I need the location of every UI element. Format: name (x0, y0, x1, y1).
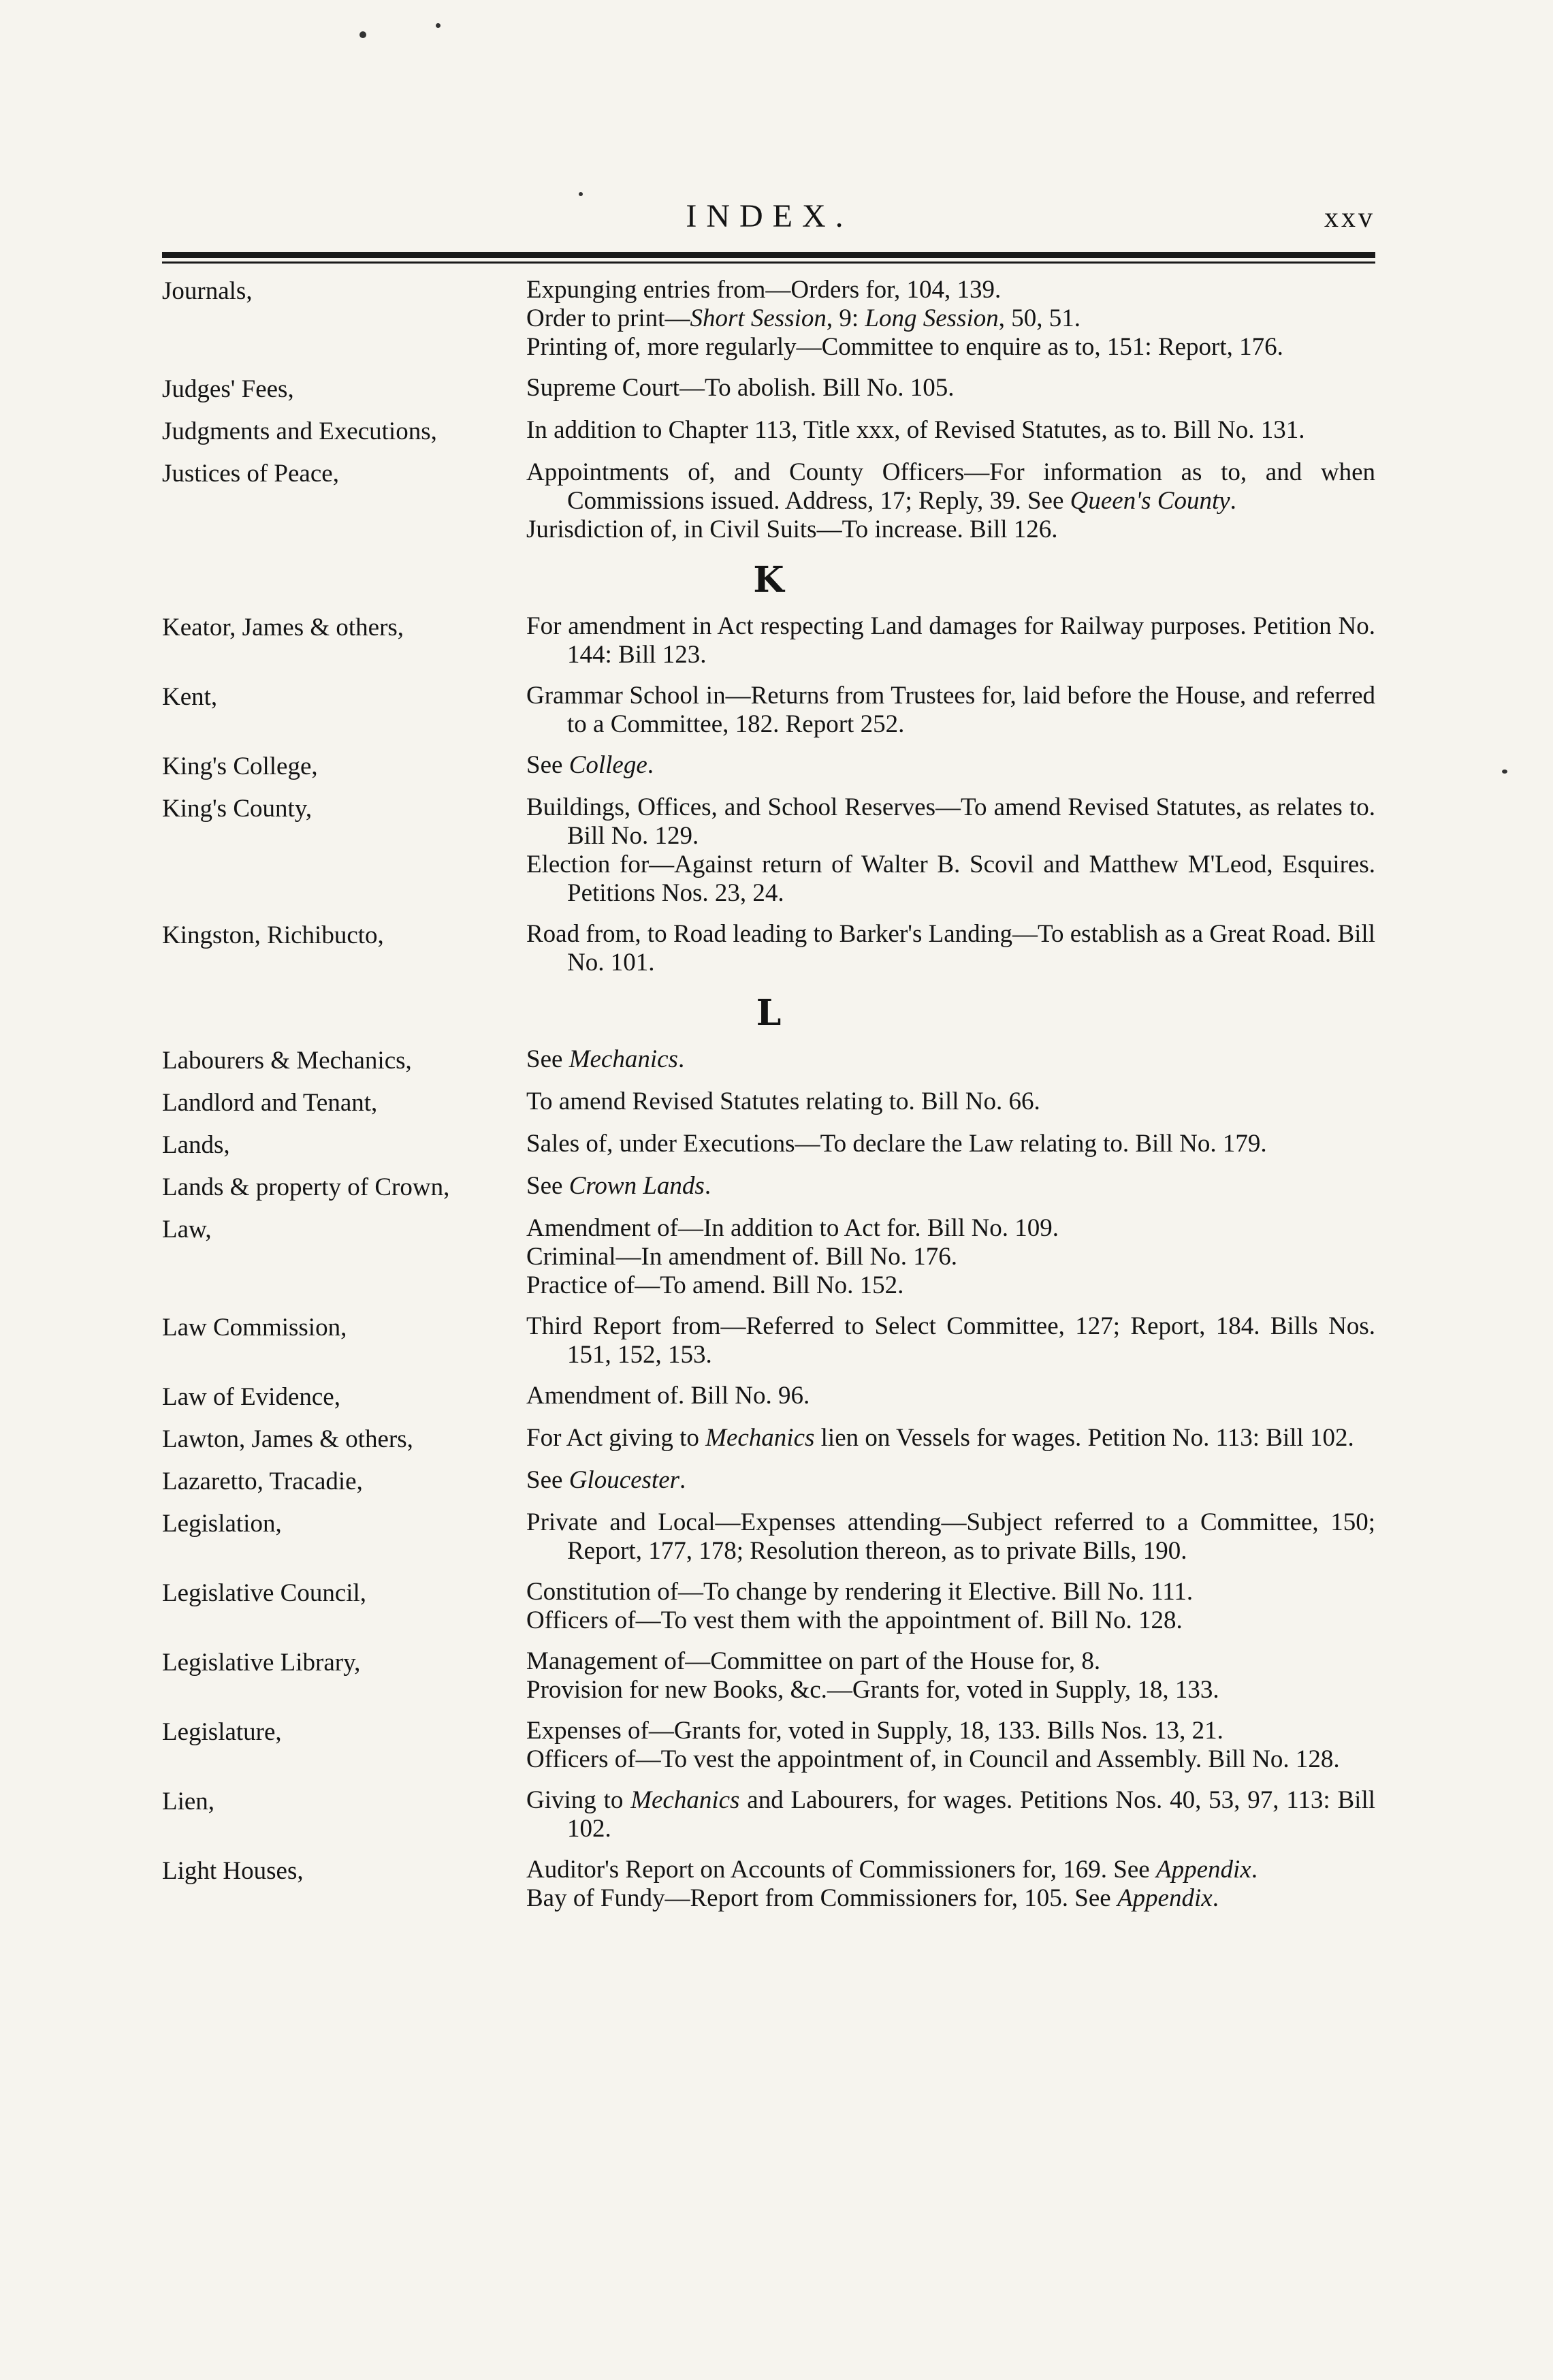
index-entry (162, 1088, 1375, 1117)
entry-term: Judges' Fees, (162, 375, 294, 403)
entry-term: Journals, (162, 277, 253, 305)
entry-reference-line: Private and Local—Expenses attending—Subject referred to a Committee, 150; Report, 177, 178; Resolution thereon, as to private Bills, 190. (526, 1508, 1375, 1565)
index-entry (162, 374, 1375, 404)
entry-references (526, 1647, 1375, 1704)
entry-reference-line: Criminal—In amendment of. Bill No. 176. (526, 1243, 958, 1271)
entry-reference-line: Sales of, under Executions—To declare the Law relating to. Bill No. 179. (526, 1130, 1267, 1158)
index-entry (162, 1856, 1375, 1913)
entry-references (526, 1508, 1375, 1566)
entry-term: Landlord and Tenant, (162, 1089, 378, 1117)
entry-references (526, 416, 1375, 446)
entry-term: Justices of Peace, (162, 460, 339, 488)
entry-reference-line: For amendment in Act respecting Land damages for Railway purposes. Petition No. 144: Bill 123. (526, 612, 1375, 669)
entry-reference-line: Election for—Against return of Walter B. Scovil and Matthew M'Leod, Esquires. Petitions Nos. 23, 24. (526, 851, 1375, 907)
entry-reference-line: Management of—Committee on part of the House for, 8. (526, 1647, 1101, 1675)
index-entry (162, 793, 1375, 908)
entry-references (526, 682, 1375, 739)
entry-reference-line: Supreme Court—To abolish. Bill No. 105. (526, 374, 955, 402)
entry-references (526, 1214, 1375, 1300)
entry-references (526, 1856, 1375, 1913)
entry-term: Legislature, (162, 1718, 282, 1746)
entry-term: Judgments and Executions, (162, 417, 437, 445)
entry-reference-line: Auditor's Report on Accounts of Commissioners for, 169. See Appendix. (526, 1856, 1258, 1884)
index-entry (162, 458, 1375, 544)
entry-reference-line: See Crown Lands. (526, 1172, 711, 1200)
entry-reference-line: Practice of—To amend. Bill No. 152. (526, 1271, 904, 1299)
entry-reference-line: For Act giving to Mechanics lien on Vessels for wages. Petition No. 113: Bill 102. (526, 1424, 1354, 1452)
index-entry (162, 416, 1375, 446)
scan-speck (1502, 769, 1507, 774)
page-title: INDEX. (686, 198, 853, 234)
entry-references (526, 1382, 1375, 1412)
entry-term: Lien, (162, 1788, 215, 1815)
entry-reference-line: Printing of, more regularly—Committee to enquire as to, 151: Report, 176. (526, 333, 1283, 361)
entry-references (526, 1172, 1375, 1202)
entry-references (526, 374, 1375, 404)
entry-reference-line: Provision for new Books, &c.—Grants for, voted in Supply, 18, 133. (526, 1676, 1219, 1704)
entry-term: Lands, (162, 1131, 230, 1159)
index-entry (162, 1424, 1375, 1454)
entry-reference-line: Buildings, Offices, and School Reserves—To amend Revised Statutes, as relates to. Bill No. 129. (526, 793, 1375, 850)
entry-references (526, 1578, 1375, 1635)
index-entry (162, 1382, 1375, 1412)
index-entry (162, 1508, 1375, 1566)
entry-term: Lazaretto, Tracadie, (162, 1467, 363, 1495)
entry-reference-line: See Mechanics. (526, 1045, 685, 1073)
entry-term: Legislative Library, (162, 1649, 361, 1677)
entry-references (526, 1130, 1375, 1160)
index-entry (162, 751, 1375, 781)
index-entry (162, 1214, 1375, 1300)
entry-references (526, 1717, 1375, 1774)
index-entry (162, 1172, 1375, 1202)
entry-reference-line: Officers of—To vest them with the appointment of. Bill No. 128. (526, 1606, 1183, 1634)
entry-references (526, 1466, 1375, 1496)
entry-term: Legislation, (162, 1510, 282, 1538)
index-entry (162, 1130, 1375, 1160)
entry-references (526, 793, 1375, 908)
index-entry (162, 1786, 1375, 1843)
entry-term: King's County, (162, 795, 313, 823)
header-rule-thick (162, 252, 1375, 258)
index-entry (162, 1312, 1375, 1369)
section-letter-l: L (756, 992, 782, 1034)
scan-speck (359, 31, 366, 38)
entry-term: Law Commission, (162, 1314, 347, 1342)
entry-reference-line: Constitution of—To change by rendering it Elective. Bill No. 111. (526, 1578, 1194, 1606)
entry-term: Lawton, James & others, (162, 1425, 413, 1453)
entry-reference-line: Expenses of—Grants for, voted in Supply, 18, 133. Bills Nos. 13, 21. (526, 1717, 1223, 1745)
header-rule-thin (162, 261, 1375, 264)
entry-references (526, 1045, 1375, 1075)
index-entry (162, 612, 1375, 669)
index-entry (162, 1578, 1375, 1635)
entry-references (526, 751, 1375, 781)
entry-references (526, 1424, 1375, 1454)
entry-reference-line: Road from, to Road leading to Barker's Landing—To establish as a Great Road. Bill No. 101. (526, 920, 1375, 977)
entry-reference-line: Grammar School in—Returns from Trustees for, laid before the House, and referred to a Committee, 182. Report 252. (526, 682, 1375, 738)
entry-term: Kingston, Richibucto, (162, 921, 384, 949)
index-entries (162, 276, 1375, 1925)
entry-references (526, 1786, 1375, 1843)
entry-term: Law of Evidence, (162, 1383, 340, 1411)
index-entry (162, 1647, 1375, 1704)
page-number: xxv (1324, 202, 1375, 234)
index-entry (162, 1717, 1375, 1774)
scan-speck (579, 192, 583, 196)
entry-term: Keator, James & others, (162, 614, 404, 641)
entry-term: Legislative Council, (162, 1579, 367, 1607)
entry-reference-line: Amendment of. Bill No. 96. (526, 1382, 810, 1410)
entry-references (526, 458, 1375, 544)
entry-reference-line: Giving to Mechanics and Labourers, for wages. Petitions Nos. 40, 53, 97, 113: Bill 102. (526, 1786, 1375, 1843)
entry-reference-line: See College. (526, 751, 654, 779)
page-header (163, 197, 1375, 245)
entry-references (526, 1088, 1375, 1117)
entry-reference-line: Appointments of, and County Officers—For information as to, and when Commissions issued. Address, 17; Reply, 39. See Queen's County. (526, 458, 1375, 515)
entry-reference-line: Amendment of—In addition to Act for. Bill No. 109. (526, 1214, 1059, 1242)
entry-reference-line: Officers of—To vest the appointment of, in Council and Assembly. Bill No. 128. (526, 1745, 1340, 1773)
entry-reference-line: Expunging entries from—Orders for, 104, 139. (526, 276, 1002, 304)
entry-reference-line: Order to print—Short Session, 9: Long Session, 50, 51. (526, 304, 1080, 332)
index-entry (162, 920, 1375, 977)
index-entry (162, 1045, 1375, 1075)
entry-term: Kent, (162, 683, 218, 711)
entry-reference-line: See Gloucester. (526, 1466, 686, 1494)
entry-term: King's College, (162, 752, 318, 780)
entry-references (526, 276, 1375, 362)
index-entry (162, 276, 1375, 362)
entry-reference-line: Third Report from—Referred to Select Committee, 127; Report, 184. Bills Nos. 151, 152, 153. (526, 1312, 1375, 1369)
entry-references (526, 612, 1375, 669)
entry-term: Light Houses, (162, 1857, 304, 1885)
entry-references (526, 1312, 1375, 1369)
entry-term: Law, (162, 1216, 212, 1243)
entry-term: Lands & property of Crown, (162, 1173, 450, 1201)
index-entry (162, 682, 1375, 739)
entry-reference-line: Jurisdiction of, in Civil Suits—To increase. Bill 126. (526, 515, 1058, 543)
entry-reference-line: To amend Revised Statutes relating to. Bill No. 66. (526, 1088, 1040, 1115)
entry-reference-line: Bay of Fundy—Report from Commissioners for, 105. See Appendix. (526, 1884, 1219, 1912)
entry-reference-line: In addition to Chapter 113, Title xxx, of Revised Statutes, as to. Bill No. 131. (526, 416, 1305, 444)
section-letter-k: K (753, 559, 784, 601)
entry-references (526, 920, 1375, 977)
entry-term: Labourers & Mechanics, (162, 1047, 412, 1075)
index-entry (162, 1466, 1375, 1496)
scan-speck (436, 23, 441, 28)
